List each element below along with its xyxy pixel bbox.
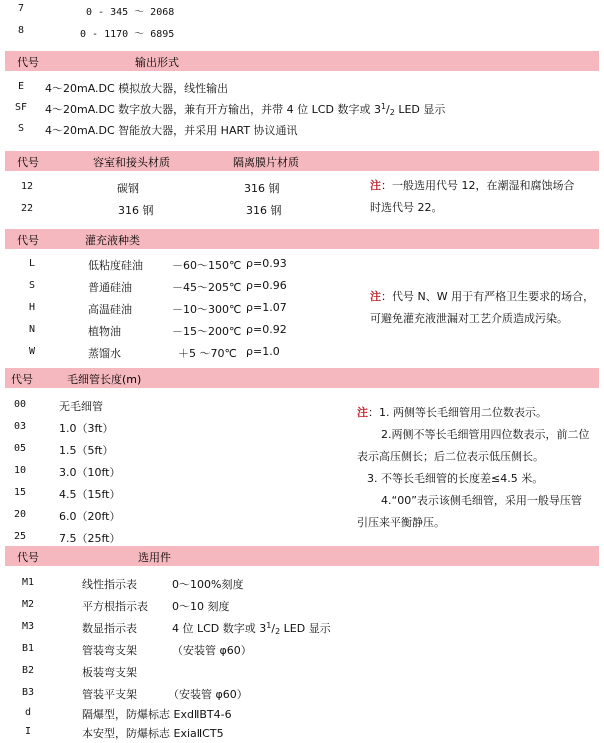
option-code: d <box>25 707 32 718</box>
capillary-code: 03 <box>14 421 27 432</box>
option-code: I <box>25 726 32 737</box>
option-name: 管装弯支架 <box>82 644 137 657</box>
fill-code: L <box>29 258 36 269</box>
option-name: 数显指示表 <box>82 622 137 635</box>
output-code: S <box>18 123 25 134</box>
fraction-slash: / <box>271 622 276 635</box>
fill-temp: －60～150℃ <box>172 259 242 272</box>
option-code: M3 <box>22 621 35 632</box>
fill-code: N <box>29 324 36 335</box>
fraction-numerator: 1 <box>380 102 387 111</box>
capillary-code: 10 <box>14 465 27 476</box>
option-code: B3 <box>22 687 35 698</box>
note-label: 注 <box>370 179 381 192</box>
fill-note <box>370 286 602 330</box>
note-text: 可避免灌充液泄漏对工艺介质造成污染。 <box>370 312 568 325</box>
material-code: 22 <box>21 203 34 214</box>
header-options: 选用件 <box>138 551 171 564</box>
capillary-code: 05 <box>14 443 27 454</box>
option-name: 隔爆型，防爆标志 ExdⅡBT4-6 <box>82 708 232 721</box>
header-output-type: 输出形式 <box>135 56 179 69</box>
fill-density: ρ=0.96 <box>246 279 287 292</box>
fill-temp: －10～300℃ <box>172 303 242 316</box>
header-fill-fluid: 灌充液种类 <box>85 234 140 247</box>
note-text: ：一般选用代号 12，在潮湿和腐蚀场合 <box>381 179 575 192</box>
option-desc-text: LED 显示 <box>280 622 331 635</box>
header-code: 代号 <box>17 551 39 564</box>
fill-temp: －45～205℃ <box>172 281 242 294</box>
section-header-output <box>5 51 599 71</box>
header-code: 代号 <box>17 156 39 169</box>
output-desc: 4～20mA.DC 智能放大器，并采用 HART 协议通讯 <box>45 124 298 137</box>
option-name: 本安型，防爆标志 ExiaⅡCT5 <box>82 727 224 740</box>
capillary-code: 20 <box>14 509 27 520</box>
capillary-code: 15 <box>14 487 27 498</box>
header-capillary-length: 毛细管长度(m) <box>67 373 142 386</box>
fill-name: 高温硅油 <box>88 303 132 316</box>
fill-code: W <box>29 346 36 357</box>
option-desc: 0～10 刻度 <box>172 600 230 613</box>
fraction-numerator: 1 <box>266 621 272 630</box>
fill-density: ρ=1.0 <box>246 345 280 358</box>
option-desc-text: 4 位 LCD 数字或 3 <box>172 622 267 635</box>
option-code: M1 <box>22 577 35 588</box>
range-row-code: 8 <box>18 25 25 36</box>
fill-name: 植物油 <box>88 325 121 338</box>
fill-name: 蒸馏水 <box>88 347 121 360</box>
note-text: 3. 不等长毛细管的长度差≤4.5 米。 <box>367 472 544 485</box>
note-text: 表示高压侧长；后二位表示低压侧长。 <box>357 450 544 463</box>
header-code: 代号 <box>17 56 39 69</box>
header-code: 代号 <box>17 234 39 247</box>
fill-density: ρ=1.07 <box>246 301 287 314</box>
option-code: M2 <box>22 599 35 610</box>
fraction-slash: / <box>386 103 390 116</box>
section-header-options <box>5 546 599 566</box>
material-body: 316 钢 <box>118 204 154 217</box>
option-name: 管装平支架 <box>82 688 137 701</box>
option-name: 线性指示表 <box>82 578 137 591</box>
capillary-length: 7.5（25ft） <box>59 532 121 545</box>
header-diaphragm-material: 隔离膜片材质 <box>233 156 299 169</box>
fill-density: ρ=0.93 <box>246 257 287 270</box>
fill-code: S <box>29 280 36 291</box>
material-diaphragm: 316 钢 <box>244 182 280 195</box>
header-body-material: 容室和接头材质 <box>93 156 170 169</box>
note-text: 时选代号 22。 <box>370 201 443 214</box>
output-code: SF <box>15 102 28 113</box>
fill-name: 低粘度硅油 <box>88 259 143 272</box>
material-code: 12 <box>21 181 34 192</box>
note-text: 2.两侧不等长毛细管用四位数表示，前二位 <box>381 428 590 441</box>
note-text: 4.“00”表示该侧毛细管，采用一般导压管 <box>381 494 582 507</box>
fill-name: 普通硅油 <box>88 281 132 294</box>
note-label: 注 <box>357 406 368 419</box>
header-code: 代号 <box>11 373 33 386</box>
capillary-length: 4.5（15ft） <box>59 488 121 501</box>
range-row-value: 0 - 345 ～ 2068 <box>86 7 175 18</box>
fill-temp: ＋5 ～70℃ <box>178 347 237 360</box>
option-code: B1 <box>22 643 35 654</box>
fraction-denominator: 2 <box>275 627 281 636</box>
fill-temp: －15～200℃ <box>172 325 242 338</box>
range-row-code: 7 <box>18 3 25 14</box>
fraction-denominator: 2 <box>389 108 395 117</box>
capillary-code: 25 <box>14 531 27 542</box>
note-text: ：代号 N、W 用于有严格卫生要求的场合， <box>381 290 595 303</box>
option-code: B2 <box>22 665 35 676</box>
range-row-value: 0 - 1170 ～ 6895 <box>80 29 175 40</box>
option-desc: 0～100%刻度 <box>172 578 244 591</box>
material-body: 碳钢 <box>117 182 139 195</box>
output-desc: 4～20mA.DC 模拟放大器，线性输出 <box>45 82 229 95</box>
output-desc-text: 4～20mA.DC 数字放大器，兼有开方输出，并带 4 位 LCD 数字或 3 <box>45 103 381 116</box>
note-label: 注 <box>370 290 381 303</box>
output-code: E <box>18 81 25 92</box>
fill-code: H <box>29 302 36 313</box>
option-desc <box>172 620 331 636</box>
section-header-fill-fluid <box>5 229 599 249</box>
material-diaphragm: 316 钢 <box>246 204 282 217</box>
capillary-length: 1.5（5ft） <box>59 444 114 457</box>
option-name: 板装弯支架 <box>82 666 137 679</box>
material-note <box>370 175 602 219</box>
capillary-length: 6.0（20ft） <box>59 510 121 523</box>
capillary-length: 无毛细管 <box>59 400 103 413</box>
option-name: 平方根指示表 <box>82 600 148 613</box>
output-desc-text: LED 显示 <box>394 103 446 116</box>
capillary-note <box>357 402 602 534</box>
option-desc: （安装管 φ60） <box>168 688 248 701</box>
capillary-length: 3.0（10ft） <box>59 466 121 479</box>
capillary-length: 1.0（3ft） <box>59 422 114 435</box>
note-text: ：1. 两侧等长毛细管用二位数表示。 <box>368 406 547 419</box>
section-header-capillary <box>5 368 599 388</box>
fill-density: ρ=0.92 <box>246 323 287 336</box>
output-desc <box>45 101 445 117</box>
note-text: 引压来平衡静压。 <box>357 516 445 529</box>
capillary-code: 00 <box>14 399 27 410</box>
section-header-material <box>5 151 599 171</box>
option-desc: （安装管 φ60） <box>172 644 252 657</box>
